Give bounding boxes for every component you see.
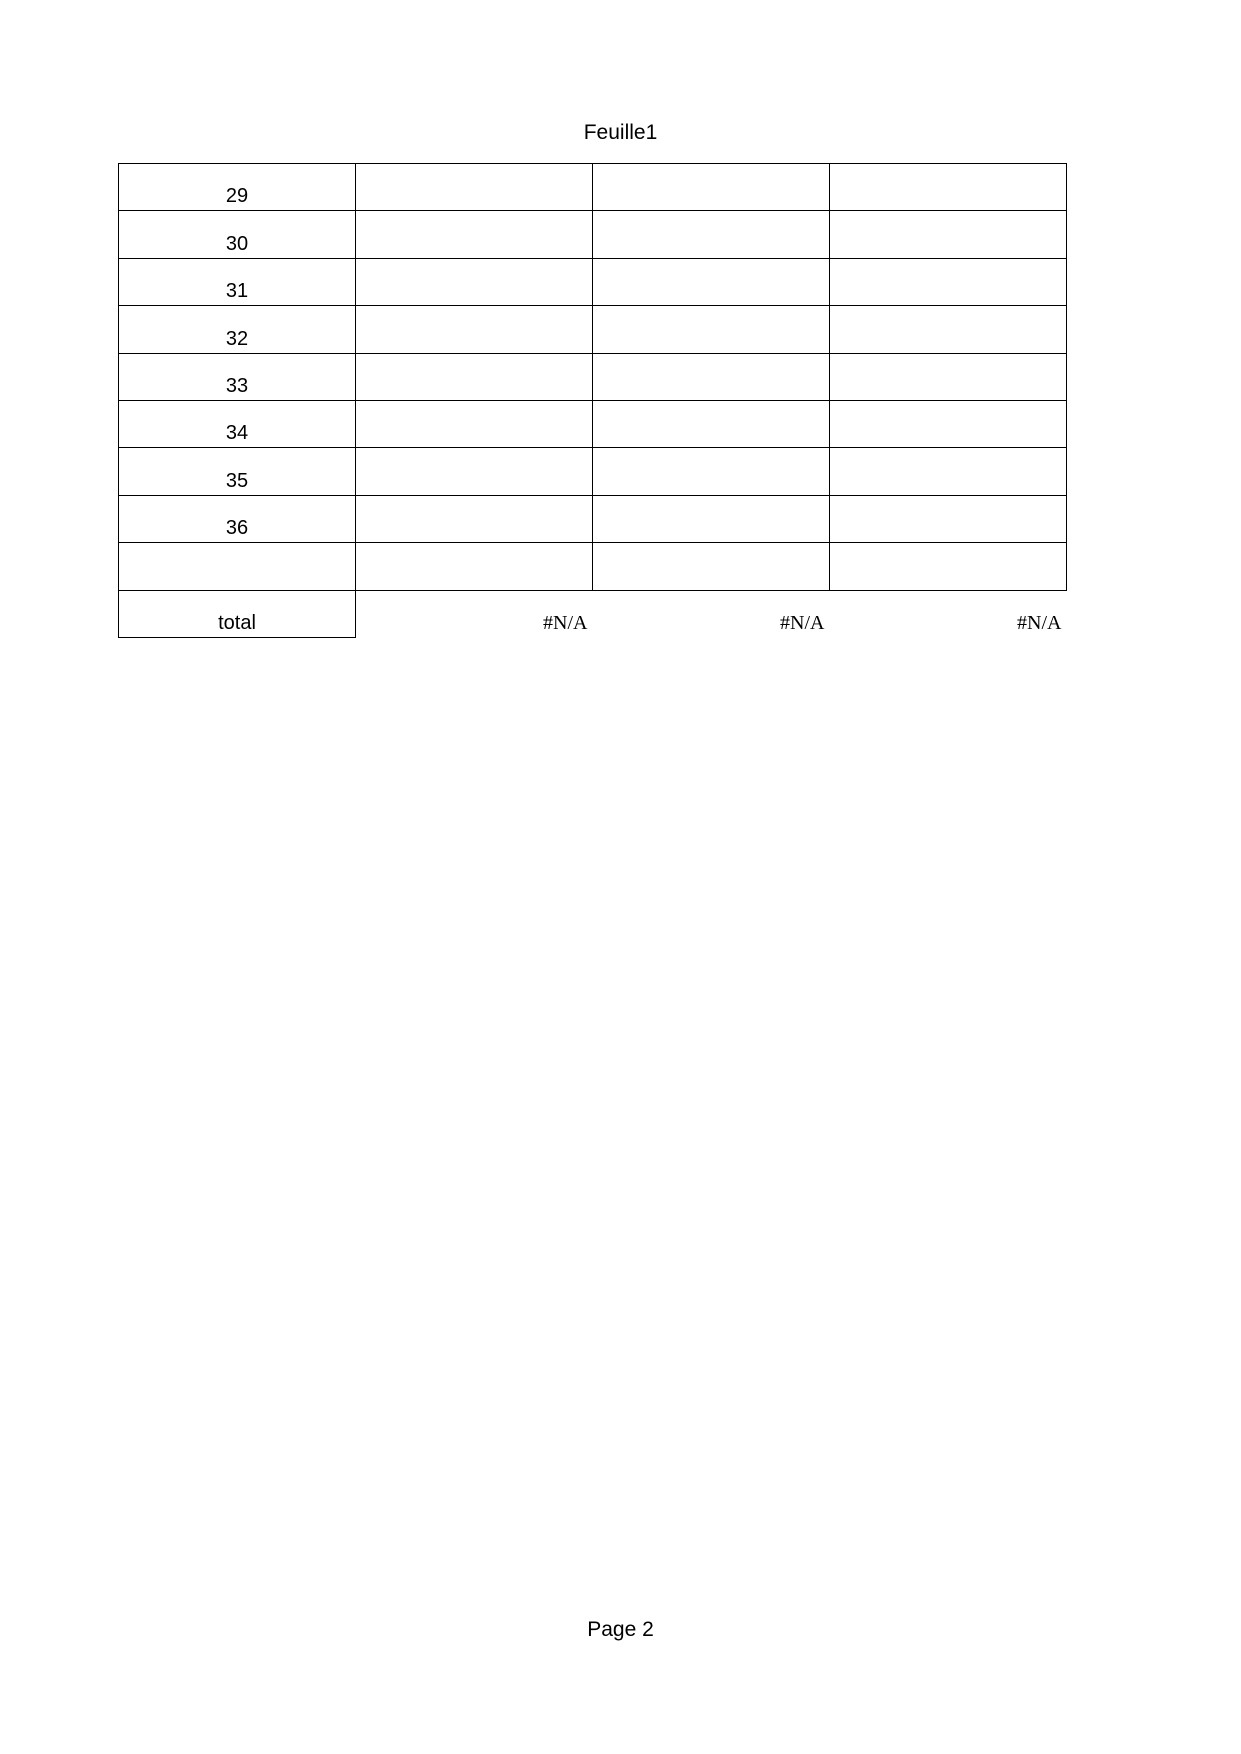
row-label-cell: 29	[119, 164, 356, 211]
table-cell	[830, 400, 1067, 447]
total-label-cell: total	[119, 590, 356, 637]
table-cell	[830, 495, 1067, 542]
sheet-title: Feuille1	[583, 121, 658, 144]
page-footer: Page 2	[587, 1618, 654, 1641]
row-label-cell: 35	[119, 448, 356, 495]
table-cell	[593, 448, 830, 495]
row-label-cell: 36	[119, 495, 356, 542]
total-value-cell: #N/A	[1017, 612, 1062, 635]
table-row	[119, 543, 1067, 590]
row-label-cell: 30	[119, 211, 356, 258]
table-cell	[356, 543, 593, 590]
table-cell	[593, 211, 830, 258]
table-cell	[356, 448, 593, 495]
table-cell	[356, 164, 593, 211]
data-table	[118, 163, 1067, 638]
table-cell	[356, 211, 593, 258]
table-cell	[356, 258, 593, 305]
table-cell	[593, 306, 830, 353]
table-cell	[830, 306, 1067, 353]
table-cell	[593, 400, 830, 447]
table-row	[119, 306, 1067, 353]
table-row	[119, 164, 1067, 211]
total-row	[119, 590, 1067, 637]
table-row	[119, 211, 1067, 258]
total-value-cell: #N/A	[780, 612, 825, 635]
total-value-cell: #N/A	[543, 612, 588, 635]
row-label-cell: 31	[119, 258, 356, 305]
table-row	[119, 448, 1067, 495]
table-cell	[830, 543, 1067, 590]
table-row	[119, 495, 1067, 542]
table-cell	[593, 353, 830, 400]
table-cell	[593, 495, 830, 542]
table-cell	[830, 448, 1067, 495]
table-row	[119, 258, 1067, 305]
table-row	[119, 353, 1067, 400]
row-label-cell	[119, 543, 356, 590]
row-label-cell: 34	[119, 400, 356, 447]
table-cell	[593, 164, 830, 211]
table-cell	[356, 306, 593, 353]
row-label-cell: 33	[119, 353, 356, 400]
table-cell	[593, 543, 830, 590]
table-cell	[830, 164, 1067, 211]
table-row	[119, 400, 1067, 447]
table-cell	[593, 258, 830, 305]
table-cell	[356, 353, 593, 400]
table-cell	[830, 353, 1067, 400]
table-cell	[830, 211, 1067, 258]
table-cell	[356, 400, 593, 447]
table-cell	[830, 258, 1067, 305]
row-label-cell: 32	[119, 306, 356, 353]
table-cell	[356, 495, 593, 542]
